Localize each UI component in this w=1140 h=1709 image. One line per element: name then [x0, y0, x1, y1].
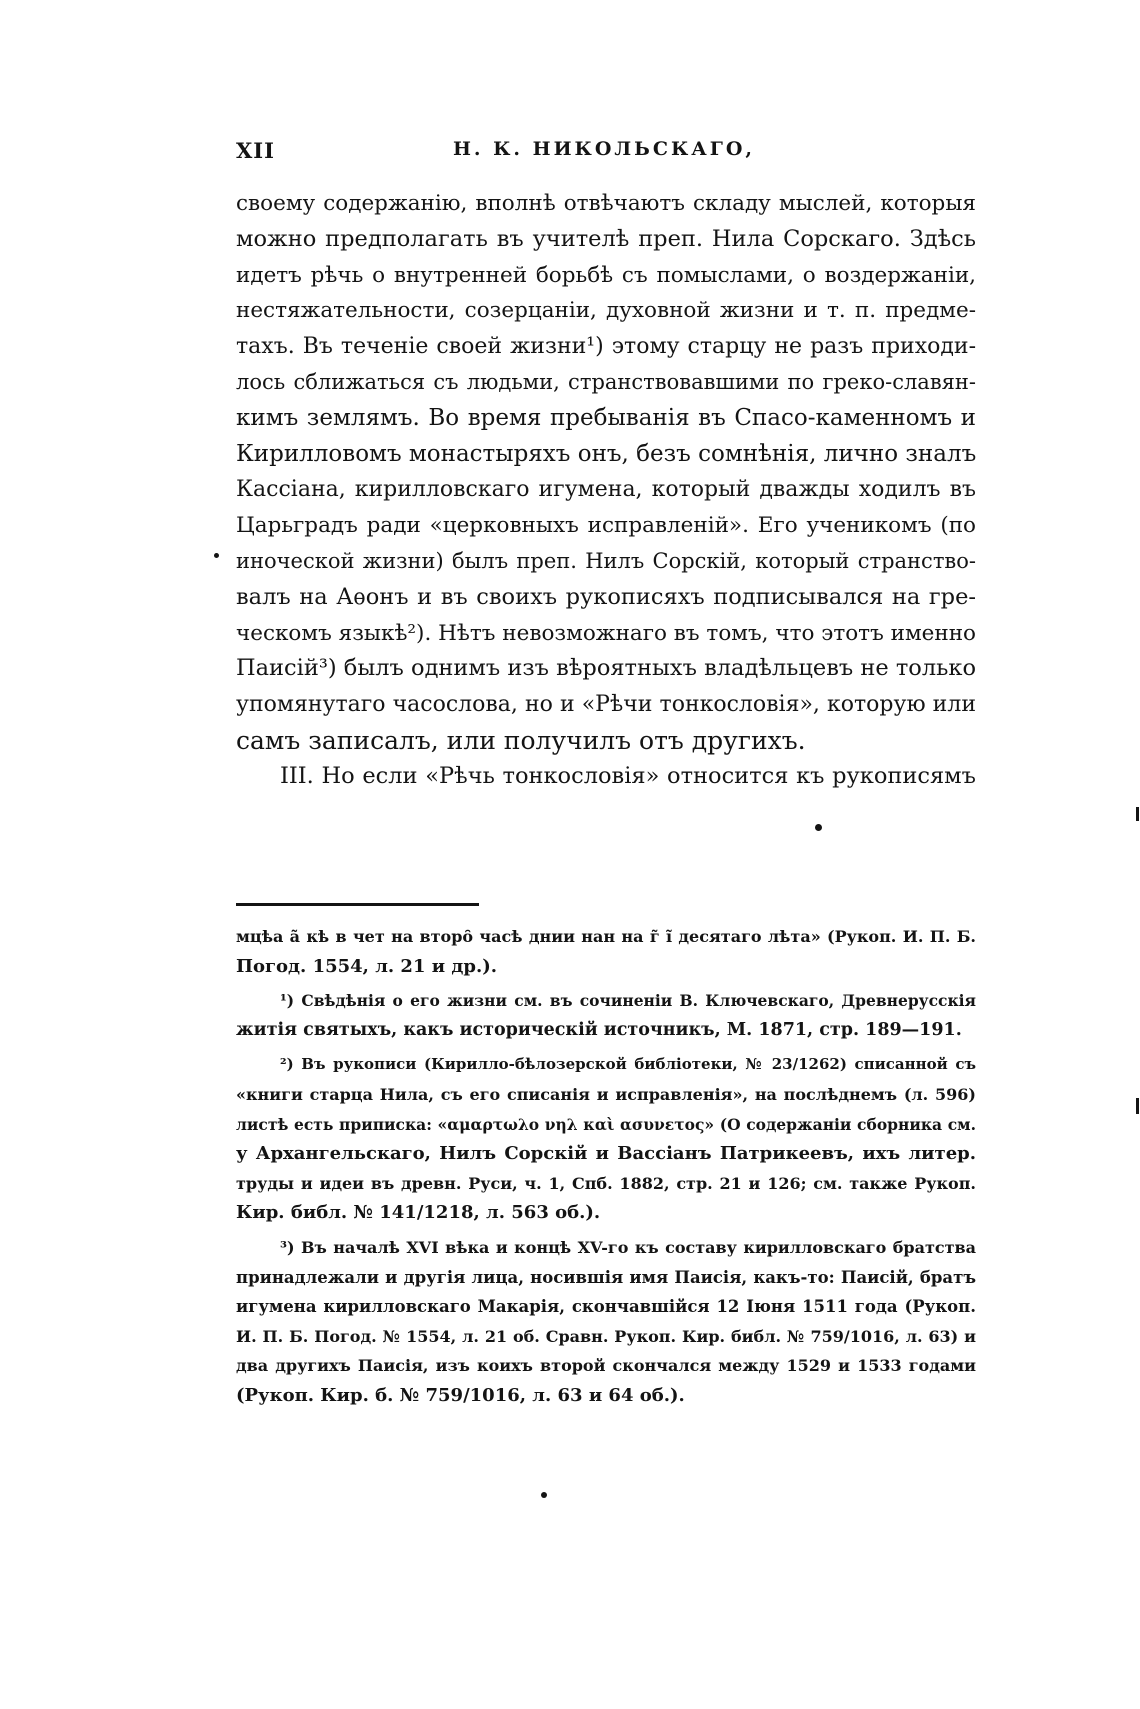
footnote-line: ¹) Свѣдѣнія о его жизни см. въ сочиненіи В. Ключевскаго, Древнерусскія — [280, 991, 976, 1011]
footnote-line: «книги старца Нила, съ его списанія и исправленія», на послѣднемъ (л. 596) — [236, 1084, 976, 1104]
footnote-line: (Рукоп. Кир. б. № 759/1016, л. 63 и 64 об.). — [236, 1384, 685, 1406]
footnote-line: Погод. 1554, л. 21 и др.). — [236, 955, 497, 977]
footnote-line: ²) Въ рукописи (Кирилло-бѣлозерской библіотеки, № 23/1262) списанной съ — [280, 1055, 976, 1074]
ink-speck — [815, 824, 822, 831]
footnote-line: у Архангельскаго, Нилъ Сорскій и Вассіанъ Патрикеевъ, ихъ литер. — [236, 1143, 976, 1165]
section-opening-line: III. Но если «Рѣчь тонкословія» относится къ рукописямъ — [280, 762, 976, 789]
footnote-separator — [236, 903, 479, 906]
footnote-line: принадлежали и другія лица, носившія имя Паисія, какъ-то: Паисій, братъ — [236, 1267, 976, 1287]
footnote-2 — [236, 1050, 976, 1228]
text-line: валъ на Аѳонъ и въ своихъ рукописяхъ подписывался на гре- — [236, 583, 976, 610]
footnote-line: игумена кирилловскаго Макарія, скончавшійся 12 Іюня 1511 года (Рукоп. — [236, 1297, 976, 1317]
text-line: кимъ землямъ. Во время пребыванія въ Спасо-каменномъ и — [236, 404, 976, 431]
text-line: своему содержанію, вполнѣ отвѣчаютъ складу мыслей, которыя — [236, 191, 976, 216]
footnote-line: Кир. библ. № 141/1218, л. 563 об.). — [236, 1202, 601, 1224]
text-line: Кассіана, кирилловскаго игумена, который дважды ходилъ въ — [236, 477, 976, 503]
footnotes — [236, 922, 976, 1416]
text-line: Кирилловомъ монастыряхъ онъ, безъ сомнѣнія, лично зналъ — [236, 440, 977, 467]
text-line: Паисій³) былъ однимъ изъ вѣроятныхъ владѣльцевъ не только — [236, 655, 976, 682]
running-head — [236, 138, 972, 168]
text-line: лось сближаться съ людьми, странствовавшими по греко-славян- — [236, 369, 976, 394]
text-line: самъ записалъ, или получилъ отъ другихъ. — [236, 725, 806, 755]
text-line: Царьградъ ради «церковныхъ исправленій». Его ученикомъ (по — [236, 513, 976, 539]
page-edge-mark — [1136, 1098, 1139, 1114]
text-line: идетъ рѣчь о внутренней борьбѣ съ помыслами, о воздержаніи, — [236, 262, 976, 288]
footnote-line: два другихъ Паисія, изъ коихъ второй скончался между 1529 и 1533 годами — [236, 1356, 976, 1376]
ink-speck — [541, 1492, 547, 1498]
running-title: Н. К. НИКОЛЬСКАГО, — [452, 138, 756, 160]
text-line: ческомъ языкѣ²). Нѣтъ невозможнаго въ томъ, что этотъ именно — [236, 620, 976, 646]
page-number: XII — [236, 138, 275, 163]
page-edge-mark — [1136, 807, 1139, 821]
footnote-line: листѣ есть приписка: «αμαρτωλο νηλ καὶ ασυνετος» (О содержаніи сборника см. — [236, 1114, 976, 1134]
text-line: нестяжательности, созерцаніи, духовной жизни и т. п. предме- — [236, 298, 976, 324]
text-line: тахъ. Въ теченіе своей жизни¹) этому старцу не разъ приходи- — [236, 334, 976, 360]
text-line: можно предполагать въ учителѣ преп. Нила Сорскаго. Здѣсь — [236, 225, 976, 252]
footnote-3 — [236, 1233, 976, 1411]
footnote-line: мцѣа а̃ кѣ в чет на второ̑ часѣ днии нан на г̃ і̃ десятаго лѣта» (Рукоп. И. П. Б. — [236, 927, 976, 946]
footnote-line: житія святыхъ, какъ историческій источникъ, М. 1871, стр. 189—191. — [236, 1019, 962, 1040]
footnote-continuation — [236, 922, 976, 981]
footnote-line: ³) Въ началѣ XVI вѣка и концѣ XV-го къ составу кирилловскаго братства — [280, 1237, 976, 1257]
text-line: упомянутаго часослова, но и «Рѣчи тонкословія», которую или — [236, 692, 976, 718]
footnote-line: труды и идеи въ древн. Руси, ч. 1, Спб. 1882, стр. 21 и 126; см. также Рукоп. — [236, 1173, 976, 1193]
footnote-line: И. П. Б. Погод. № 1554, л. 21 об. Сравн. Рукоп. Кир. библ. № 759/1016, л. 63) и — [236, 1326, 976, 1346]
main-text — [236, 186, 976, 795]
text-line: иноческой жизни) былъ преп. Нилъ Сорскій, который странство- — [236, 548, 976, 573]
footnote-1 — [236, 986, 976, 1045]
ink-speck — [214, 553, 219, 558]
